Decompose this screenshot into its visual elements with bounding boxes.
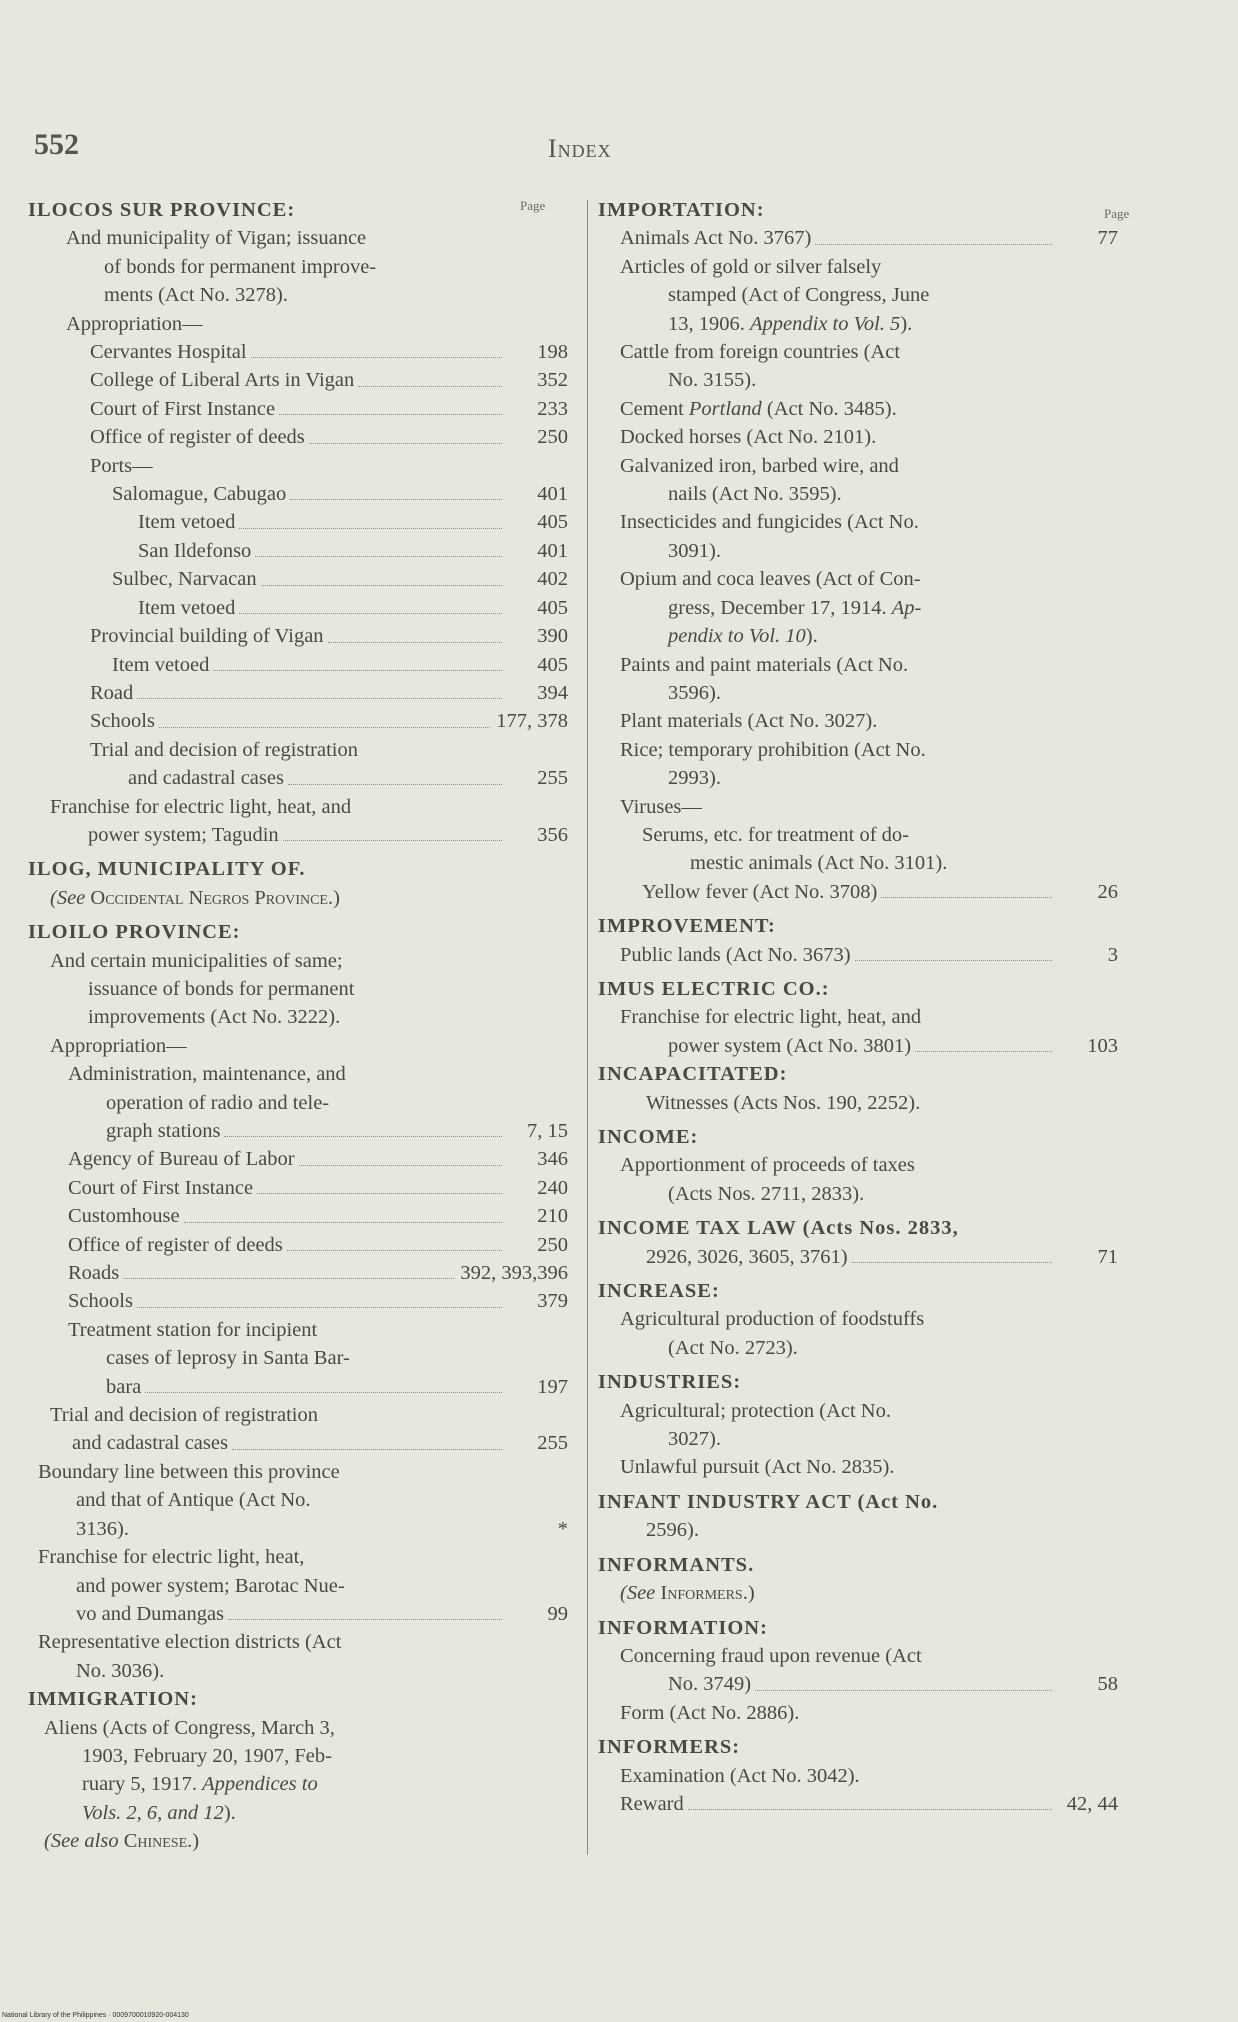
- page-ref: 240: [537, 1176, 568, 1199]
- entry-line: And certain municipalities of same;: [50, 949, 343, 972]
- index-entry: [38, 1515, 568, 1543]
- index-entry: [68, 1373, 568, 1401]
- subheading: Ports—: [90, 454, 153, 477]
- entry-group: [598, 1642, 1118, 1727]
- entry-line: Unlawful pursuit (Act No. 2835).: [620, 1456, 895, 1479]
- entry-text: Public lands (Act No. 3673): [620, 943, 851, 966]
- entry-line: And municipality of Vigan; issuance: [66, 227, 367, 250]
- subheading: Appropriation—: [66, 312, 203, 335]
- page-ref: 392, 393,396: [460, 1262, 568, 1285]
- entry-line: Articles of gold or silver falsely: [620, 255, 882, 278]
- entry-text: and cadastral cases: [128, 767, 284, 790]
- index-heading: INFORMERS:: [598, 1736, 741, 1759]
- page-ref: 233: [537, 397, 568, 420]
- index-entry: [90, 366, 568, 394]
- index-entry: [68, 1259, 568, 1287]
- entry-line: Franchise for electric light, heat, and: [620, 1006, 922, 1029]
- subheading: Viruses—: [620, 795, 702, 818]
- index-entry: [68, 1174, 568, 1202]
- entry-text: San Ildefonso: [138, 539, 252, 562]
- entry-line: [44, 1799, 568, 1827]
- index-entry: [68, 1287, 568, 1315]
- page-ref: 77: [1097, 227, 1118, 250]
- entry-line: No. 3155).: [668, 369, 757, 392]
- entry-text: Office of register of deeds: [90, 426, 305, 449]
- entry-italic: Appendices to: [202, 1773, 318, 1796]
- entry-line: [620, 310, 1118, 338]
- entry-line: [44, 1770, 568, 1798]
- entry-text: Schools: [68, 1290, 133, 1313]
- index-entry: [620, 878, 1118, 906]
- entry-text: power system (Act No. 3801): [668, 1034, 912, 1057]
- subheading: Appropriation—: [50, 1034, 187, 1057]
- index-entry: [90, 537, 568, 565]
- page-ref: 346: [537, 1148, 568, 1171]
- index-heading: IMPORTATION:: [598, 199, 765, 221]
- entry-text: Item vetoed: [112, 653, 210, 676]
- see-target: Occidental Negros Province.): [90, 886, 340, 909]
- entry-text: ).: [223, 1801, 236, 1824]
- page-ref: 7, 15: [527, 1120, 568, 1142]
- entry-line: 3091).: [668, 539, 721, 562]
- page-ref: 401: [537, 483, 568, 506]
- index-entry: [68, 1145, 568, 1173]
- left-page-column-label: Page: [520, 198, 546, 213]
- entry-text: Item vetoed: [138, 511, 236, 534]
- index-entry: [620, 224, 1118, 252]
- entry-line: Agricultural production of foodstuffs: [620, 1308, 925, 1331]
- see-reference: [598, 1579, 1118, 1607]
- entry-line: Representative election districts (Act: [38, 1631, 342, 1654]
- entry-group: [598, 1151, 1118, 1208]
- entry-text: Court of First Instance: [90, 397, 276, 420]
- index-entry: [620, 1670, 1118, 1698]
- see-label: (See: [50, 886, 86, 909]
- page-ref: 250: [537, 426, 568, 449]
- right-column: [598, 196, 1118, 1818]
- entry-text: (Act No. 3485).: [766, 397, 897, 420]
- index-entry: [620, 1032, 1118, 1060]
- entry-line: Cattle from foreign countries (Act: [620, 341, 901, 364]
- entry-text: No. 3749): [668, 1673, 752, 1696]
- index-entry: [598, 941, 1118, 969]
- entry-text: Cement: [620, 397, 684, 420]
- entry-line: Plant materials (Act No. 3027).: [620, 710, 878, 733]
- entry-line: of bonds for permanent improve-: [104, 255, 377, 278]
- index-entry: [90, 395, 568, 423]
- entry-italic: Appendix to Vol. 5: [750, 312, 901, 335]
- page-ref: 71: [1097, 1245, 1118, 1268]
- entry-line: Paints and paint materials (Act No.: [620, 653, 909, 676]
- entry-text: Salomague, Cabugao: [112, 483, 287, 506]
- entry-line: nails (Act No. 3595).: [668, 483, 842, 506]
- entry-line: Administration, maintenance, and: [68, 1063, 346, 1086]
- page-ref: 210: [537, 1205, 568, 1228]
- entry-text: power system; Tagudin: [88, 823, 279, 846]
- entry-text: Roads: [68, 1262, 120, 1285]
- page-ref: 177, 378: [496, 710, 568, 733]
- page-ref: 405: [537, 596, 568, 619]
- entry-line: Treatment station for incipient: [68, 1318, 318, 1341]
- index-entry: [50, 821, 568, 849]
- entry-text: vo and Dumangas: [76, 1602, 225, 1625]
- entry-text: and cadastral cases: [72, 1432, 228, 1455]
- entry-text: ).: [900, 312, 913, 335]
- index-entry: [90, 594, 568, 622]
- page-ref: 356: [537, 823, 568, 846]
- page-ref: 255: [537, 767, 568, 790]
- entry-text: Agency of Bureau of Labor: [68, 1148, 295, 1171]
- left-column: [28, 196, 568, 1856]
- index-heading: INFORMATION:: [598, 1616, 768, 1639]
- page-ref: 394: [537, 681, 568, 704]
- entry-line: 2596).: [646, 1519, 699, 1542]
- entry-text: Customhouse: [68, 1205, 180, 1228]
- entry-line: 2993).: [668, 767, 721, 790]
- index-entry: [90, 508, 568, 536]
- column-divider: [587, 200, 588, 1855]
- index-entry: [90, 651, 568, 679]
- entry-line: Trial and decision of registration: [90, 738, 358, 761]
- page-ref: 250: [537, 1233, 568, 1256]
- entry-text: ruary 5, 1917.: [82, 1773, 198, 1796]
- entry-line: Docked horses (Act No. 2101).: [620, 426, 877, 449]
- entry-text: graph stations: [106, 1120, 221, 1142]
- index-heading: INCREASE:: [598, 1280, 720, 1303]
- entry-group: [598, 1305, 1118, 1362]
- entry-line: Trial and decision of registration: [50, 1404, 318, 1427]
- entry-line: stamped (Act of Congress, June: [668, 284, 930, 307]
- index-heading: IMPROVEMENT:: [598, 915, 776, 938]
- index-heading: INCOME TAX LAW (Acts Nos. 2833,: [598, 1217, 959, 1240]
- index-heading: IMMIGRATION:: [28, 1688, 198, 1711]
- entry-text: gress, December 17, 1914.: [668, 596, 887, 619]
- entry-text: Office of register of deeds: [68, 1233, 283, 1256]
- page-ref: 352: [537, 369, 568, 392]
- index-entry: [68, 1231, 568, 1259]
- entry-text: College of Liberal Arts in Vigan: [90, 369, 355, 392]
- entry-line: and that of Antique (Act No.: [76, 1489, 311, 1512]
- entry-text: Provincial building of Vigan: [90, 625, 324, 648]
- page-ref: 405: [537, 653, 568, 676]
- right-page-column-label: Page: [1104, 206, 1130, 221]
- index-entry: [90, 622, 568, 650]
- entry-group: [598, 224, 1118, 906]
- entry-group: [598, 1003, 1118, 1060]
- page-ref: 42, 44: [1066, 1792, 1118, 1815]
- page-ref: 3: [1107, 943, 1118, 966]
- entry-group: [28, 338, 568, 793]
- entry-text: Animals Act No. 3767): [620, 227, 812, 250]
- entry-line: 3596).: [668, 681, 721, 704]
- entry-line: Apportionment of proceeds of taxes: [620, 1154, 915, 1177]
- entry-line: 1903, February 20, 1907, Feb-: [82, 1744, 332, 1767]
- page-ref: 197: [537, 1375, 568, 1398]
- entry-line: improvements (Act No. 3222).: [88, 1006, 341, 1029]
- index-entry: [90, 338, 568, 366]
- entry-text: bara: [106, 1375, 142, 1398]
- entry-text: Reward: [620, 1792, 684, 1815]
- page-ref: 379: [537, 1290, 568, 1313]
- entry-group: [28, 1060, 568, 1401]
- entry-text: Schools: [90, 710, 155, 733]
- entry-text: 13, 1906.: [668, 312, 745, 335]
- index-entry: [598, 1243, 1118, 1271]
- page-number: 552: [34, 128, 79, 161]
- page-ref: 402: [537, 568, 568, 591]
- index-entry: [620, 1790, 1118, 1818]
- entry-text: Yellow fever (Act No. 3708): [642, 880, 878, 903]
- index-heading: IMUS ELECTRIC CO.:: [598, 977, 830, 1000]
- index-entry: [28, 224, 568, 309]
- index-heading: INCOME:: [598, 1126, 699, 1148]
- page-ref: 405: [537, 511, 568, 534]
- page-ref: 26: [1097, 880, 1118, 903]
- index-heading: ILOILO PROVINCE:: [28, 921, 241, 944]
- index-entry: [90, 423, 568, 451]
- entry-line: No. 3036).: [76, 1659, 165, 1682]
- entry-group: [598, 1762, 1118, 1819]
- entry-line: 3027).: [668, 1428, 721, 1451]
- entry-line: issuance of bonds for permanent: [88, 977, 355, 1000]
- index-entry: [38, 1600, 568, 1628]
- entry-text: 2926, 3026, 3605, 3761): [646, 1245, 848, 1268]
- entry-line: Boundary line between this province: [38, 1460, 340, 1483]
- entry-line: mestic animals (Act No. 3101).: [690, 852, 948, 875]
- index-entry: [50, 1429, 568, 1457]
- entry-italic: Ap-: [891, 596, 922, 619]
- entry-line: Witnesses (Acts Nos. 190, 2252).: [646, 1091, 921, 1114]
- entry-line: cases of leprosy in Santa Bar-: [106, 1347, 350, 1370]
- entry-text: 3136).: [76, 1517, 129, 1540]
- entry-line: Serums, etc. for treatment of do-: [642, 823, 909, 846]
- index-entry: [90, 764, 568, 792]
- index-entry: [90, 480, 568, 508]
- see-target: Chinese.): [123, 1830, 200, 1853]
- see-label: (See: [620, 1582, 656, 1605]
- entry-italic: pendix to Vol. 10: [668, 625, 806, 648]
- entry-line: (Acts Nos. 2711, 2833).: [668, 1182, 865, 1205]
- entry-line: Franchise for electric light, heat, and: [50, 795, 352, 818]
- entry-text: Sulbec, Narvacan: [112, 568, 257, 591]
- entry-italic: Portland: [688, 397, 762, 420]
- see-target: Informers.): [660, 1582, 755, 1605]
- entry-line: [620, 395, 1118, 423]
- index-heading: INFORMANTS.: [598, 1553, 755, 1576]
- entry-line: Opium and coca leaves (Act of Con-: [620, 568, 921, 591]
- index-entry: [90, 565, 568, 593]
- entry-text: ).: [805, 625, 818, 648]
- index-entry: [90, 679, 568, 707]
- entry-line: Rice; temporary prohibition (Act No.: [620, 738, 926, 761]
- page-ref: 401: [537, 539, 568, 562]
- page-ref: 198: [537, 341, 568, 364]
- page-ref: *: [557, 1517, 568, 1540]
- index-entry: [68, 1117, 568, 1145]
- entry-line: Concerning fraud upon revenue (Act: [620, 1644, 922, 1667]
- entry-group: [28, 1714, 568, 1856]
- page-ref: 103: [1087, 1034, 1118, 1057]
- index-entry: [90, 707, 568, 735]
- page-title: Index: [548, 134, 612, 163]
- index-heading: ILOCOS SUR PROVINCE:: [28, 199, 296, 221]
- entry-line: [620, 622, 1118, 650]
- page-ref: 255: [537, 1432, 568, 1455]
- entry-line: Form (Act No. 2886).: [620, 1701, 800, 1724]
- entry-line: ments (Act No. 3278).: [104, 284, 288, 307]
- index-heading: INCAPACITATED:: [598, 1063, 788, 1086]
- page-ref: 58: [1097, 1673, 1118, 1696]
- entry-line: and power system; Barotac Nue-: [76, 1574, 345, 1597]
- see-reference: [28, 884, 568, 912]
- index-entry: [28, 947, 568, 1032]
- entry-line: Franchise for electric light, heat,: [38, 1546, 305, 1569]
- index-entry: [68, 1202, 568, 1230]
- entry-line: Galvanized iron, barbed wire, and: [620, 454, 899, 477]
- entry-text: Cervantes Hospital: [90, 341, 247, 364]
- page-ref: 99: [547, 1602, 568, 1625]
- entry-group: [28, 1458, 568, 1685]
- entry-text: Court of First Instance: [68, 1176, 254, 1199]
- entry-text: Item vetoed: [138, 596, 236, 619]
- entry-group: [28, 1401, 568, 1458]
- footer-credit: National Library of the Philippines · 0009700010920-004130: [2, 2012, 189, 2019]
- see-reference: [44, 1827, 568, 1855]
- entry-group: [598, 1397, 1118, 1482]
- entry-text: Road: [90, 681, 134, 704]
- index-heading: INDUSTRIES:: [598, 1371, 742, 1394]
- see-label: (See also: [44, 1830, 119, 1853]
- entry-line: Agricultural; protection (Act No.: [620, 1399, 891, 1422]
- entry-line: Insecticides and fungicides (Act No.: [620, 511, 919, 534]
- index-heading: ILOG, MUNICIPALITY OF.: [28, 858, 306, 881]
- index-heading: INFANT INDUSTRY ACT (Act No.: [598, 1490, 939, 1513]
- entry-italic: Vols. 2, 6, and 12: [82, 1801, 224, 1824]
- entry-line: [620, 594, 1118, 622]
- entry-line: (Act No. 2723).: [668, 1336, 798, 1359]
- entry-line: operation of radio and tele-: [106, 1091, 330, 1114]
- index-entry: [28, 793, 568, 850]
- entry-line: Aliens (Acts of Congress, March 3,: [44, 1716, 335, 1739]
- entry-line: Examination (Act No. 3042).: [620, 1764, 860, 1787]
- page-ref: 390: [537, 625, 568, 648]
